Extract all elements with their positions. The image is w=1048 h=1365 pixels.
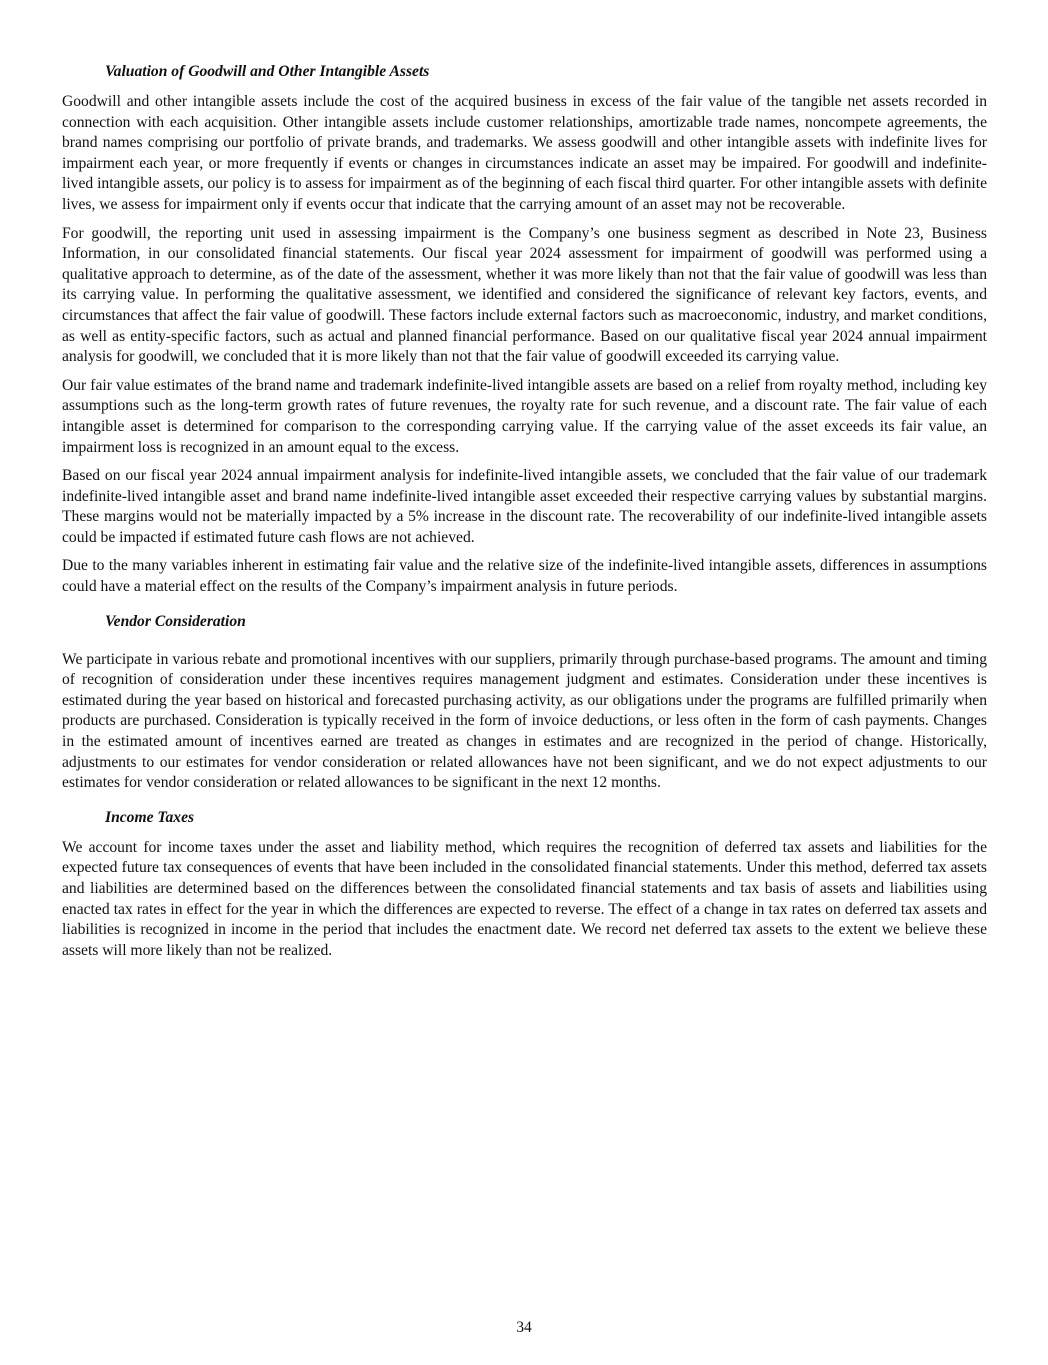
paragraph: Goodwill and other intangible assets include the cost of the acquired business in excess of the fair value of the tangible net assets recorded in connection with each acquisition. Other intangible assets include customer relationships, amortizable trade names, noncompete agreements, the brand names comprising our portfolio of private brands, and trademarks. We assess goodwill and other intangible assets with indefinite lives for impairment each year, or more frequently if events or changes in circumstances indicate an asset may be impaired. For goodwill and indefinite-lived intangible assets, our policy is to assess for impairment as of the beginning of each fiscal third quarter. For other intangible assets with definite lives, we assess for impairment only if events occur that indicate that the carrying amount of an asset may not be recoverable. [62,93,988,213]
section-heading: Income Taxes [105,808,195,826]
paragraph: Our fair value estimates of the brand name and trademark indefinite-lived intangible assets are based on a relief from royalty method, including key assumptions such as the long-term growth rates of future revenues, the royalty rate for such revenue, and a discount rate. The fair value of each intangible asset is determined for comparison to the corresponding carrying value. If the carrying value of the asset exceeds its fair value, an impairment loss is recognized in an amount equal to the excess. [62,376,987,456]
section-heading: Vendor Consideration [105,612,246,630]
section-vendor-consideration [62,612,987,794]
paragraph: Based on our fiscal year 2024 annual impairment analysis for indefinite-lived intangible assets, we concluded that the fair value of our trademark indefinite-lived intangible asset and brand name indefinite-lived intangible asset exceeded their respective carrying values by substantial margins. These margins would not be materially impacted by a 5% increase in the discount rate. The recoverability of our indefinite-lived intangible assets could be impacted if estimated future cash flows are not achieved. [62,467,987,546]
page-number: 34 [516,1319,532,1336]
paragraph: For goodwill, the reporting unit used in assessing impairment is the Company’s one business segment as described in Note 23, Business Information, in our consolidated financial statements. Our fiscal year 2024 assessment for impairment of goodwill was performed using a qualitative approach to determine, as of the date of the assessment, whether it was more likely than not that the fair value of goodwill was less than its carrying value. In performing the qualitative assessment, we identified and considered the significance of relevant key factors, events, and circumstances that affect the fair value of goodwill. These factors include external factors such as macroeconomic, industry, and market conditions, as well as entity-specific factors, such as actual and planned financial performance. Based on our qualitative fiscal year 2024 annual impairment analysis for goodwill, we concluded that it is more likely than not that the fair value of goodwill exceeded its carrying value. [62,224,987,366]
section-goodwill [62,62,987,598]
section-income-taxes [62,808,987,962]
paragraph: We account for income taxes under the asset and liability method, which requires the recognition of deferred tax assets and liabilities for the expected future tax consequences of events that have been included in the consolidated financial statements. Under this method, deferred tax assets and liabilities are determined based on the differences between the consolidated financial statements and tax basis of assets and liabilities using enacted tax rates in effect for the year in which the differences are expected to reverse. The effect of a change in tax rates on deferred tax assets and liabilities is recognized in income in the period that includes the enactment date. We record net deferred tax assets to the extent we believe these assets will more likely than not be realized. [62,838,987,959]
paragraph: Due to the many variables inherent in estimating fair value and the relative size of the indefinite-lived intangible assets, differences in assumptions could have a material effect on the results of the Company’s impairment analysis in future periods. [62,557,987,596]
section-heading: Valuation of Goodwill and Other Intangible Assets [105,63,430,80]
document-page [62,62,987,969]
paragraph: We participate in various rebate and promotional incentives with our suppliers, primarily through purchase-based programs. The amount and timing of recognition of consideration under these incentives requires management judgment and estimates. Consideration under these incentives is estimated during the year based on historical and forecasted purchasing activity, as our obligations under the programs are fulfilled primarily when products are purchased. Consideration is typically received in the form of invoice deductions, or less often in the form of cash payments. Changes in the estimated amount of incentives earned are treated as changes in estimates and are recognized in the period of change. Historically, adjustments to our estimates for vendor consideration or related allowances have not been significant, and we do not expect adjustments to our estimates for vendor consideration or related allowances to be significant in the next 12 months. [62,650,987,792]
